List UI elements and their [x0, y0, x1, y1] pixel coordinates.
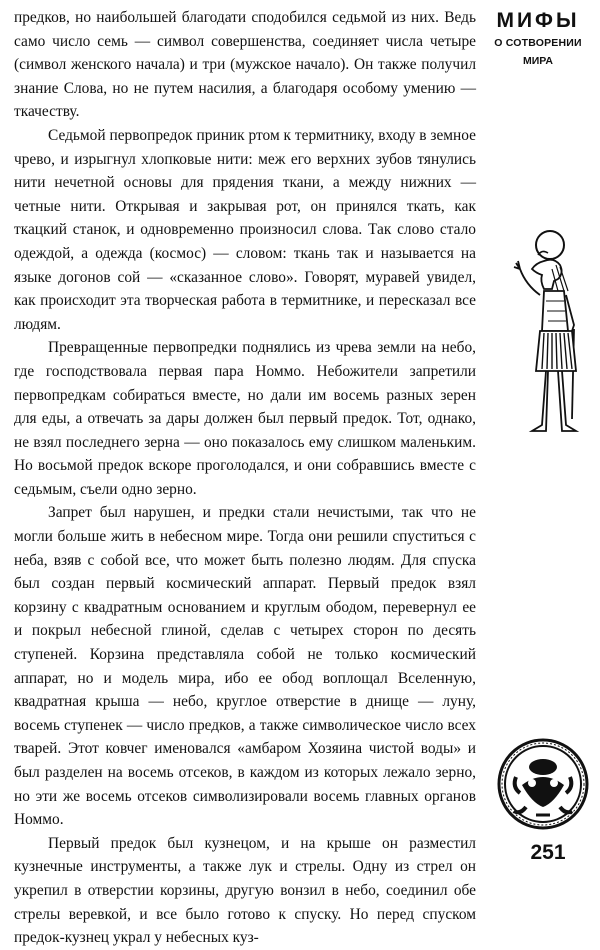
paragraph-5: Первый предок был кузнецом, и на крыше он разместил кузнечные инструменты, а также лук и стрелы. Одну из стрел он укрепил в отверстии корзины, другую вонзил в небо, соединил обе стрелы веревкой, и все было готово к спуску. Но перед спуском предок-кузнец украл у небесных куз-	[14, 834, 476, 947]
section-title: МИФЫ	[496, 9, 580, 32]
main-text-column	[14, 6, 476, 950]
egyptian-deity-illustration	[500, 225, 584, 440]
section-subtitle-line1: О СОТВОРЕНИИ	[494, 37, 582, 49]
paragraph-1: предков, но наибольшей благодати сподобился седьмой из них. Ведь само число семь — символ совершенства, соединяет числа четыре (символ женского начала) и три (мужское начало). Он также получил знание Слова, но не путем насилия, а благодаря особому умению — ткачеству.	[14, 9, 476, 121]
paragraph-2: Седьмой первопредок приник ртом к термитнику, входу в земное чрево, и изрыгнул хлопковые нити: меж его верхних зубов тянулись нити нечетной основы для прядения ткани, а между нижних — четные нити. Открывая и закрывая рот, он принялся ткать, как ткацкий станок, и одновременно произносил слова. Так слово стало одеждой, а одежда (космос) — словом: ткань так и называется на языке догонов сой — «сказанное слово». Говорят, муравей увидел, как происходит эта творческая работа в термитнике, и пересказал все людям.	[14, 126, 476, 333]
paragraph-3: Превращенные первопредки поднялись из чрева земли на небо, где господствовала первая пара Номмо. Небожители запретили первопредкам собираться вместе, но дали им восемь разных зерен для еды, а отвечать за дары должен был первый предок. Тот, однако, не взял последнего зерна — оно показалось ему слишком маленьким. Но восьмой предок вскоре проголодался, и они собравшись вместе с седьмым, съели одно зерно.	[14, 339, 476, 498]
ornamental-seal-illustration	[496, 737, 590, 831]
section-subtitle-line2: МИРА	[523, 55, 553, 67]
page-number: 251	[530, 841, 566, 864]
paragraph-4: Запрет был нарушен, и предки стали нечистыми, так что не могли больше жить в небесном мире. Тогда они решили спуститься с неба, взяв с собой все, что может быть полезно людям. Для спуска был создан первый космический аппарат. Первый предок взял корзину с квадратным основанием и круглым ободом, перевернул ее и покрыл небесной глиной, сделав с четырех сторон по десять ступеней. Корзина представляла собой не только космический аппарат, но и модель мира, ибо ее обод воплощал Вселенную, квадратная крыша — небо, круглое отверстие в днище — луну, восемь ступенек — число предков, а также символическое число всех тварей. Этот ковчег именовался «амбаром Хозяина чистой воды» и был разделен на восемь отсеков, в каждом из которых лежало зерно, но эти же восемь отсеков символизировали восемь главных органов Номмо.	[14, 504, 476, 829]
section-sidebar	[486, 8, 590, 70]
